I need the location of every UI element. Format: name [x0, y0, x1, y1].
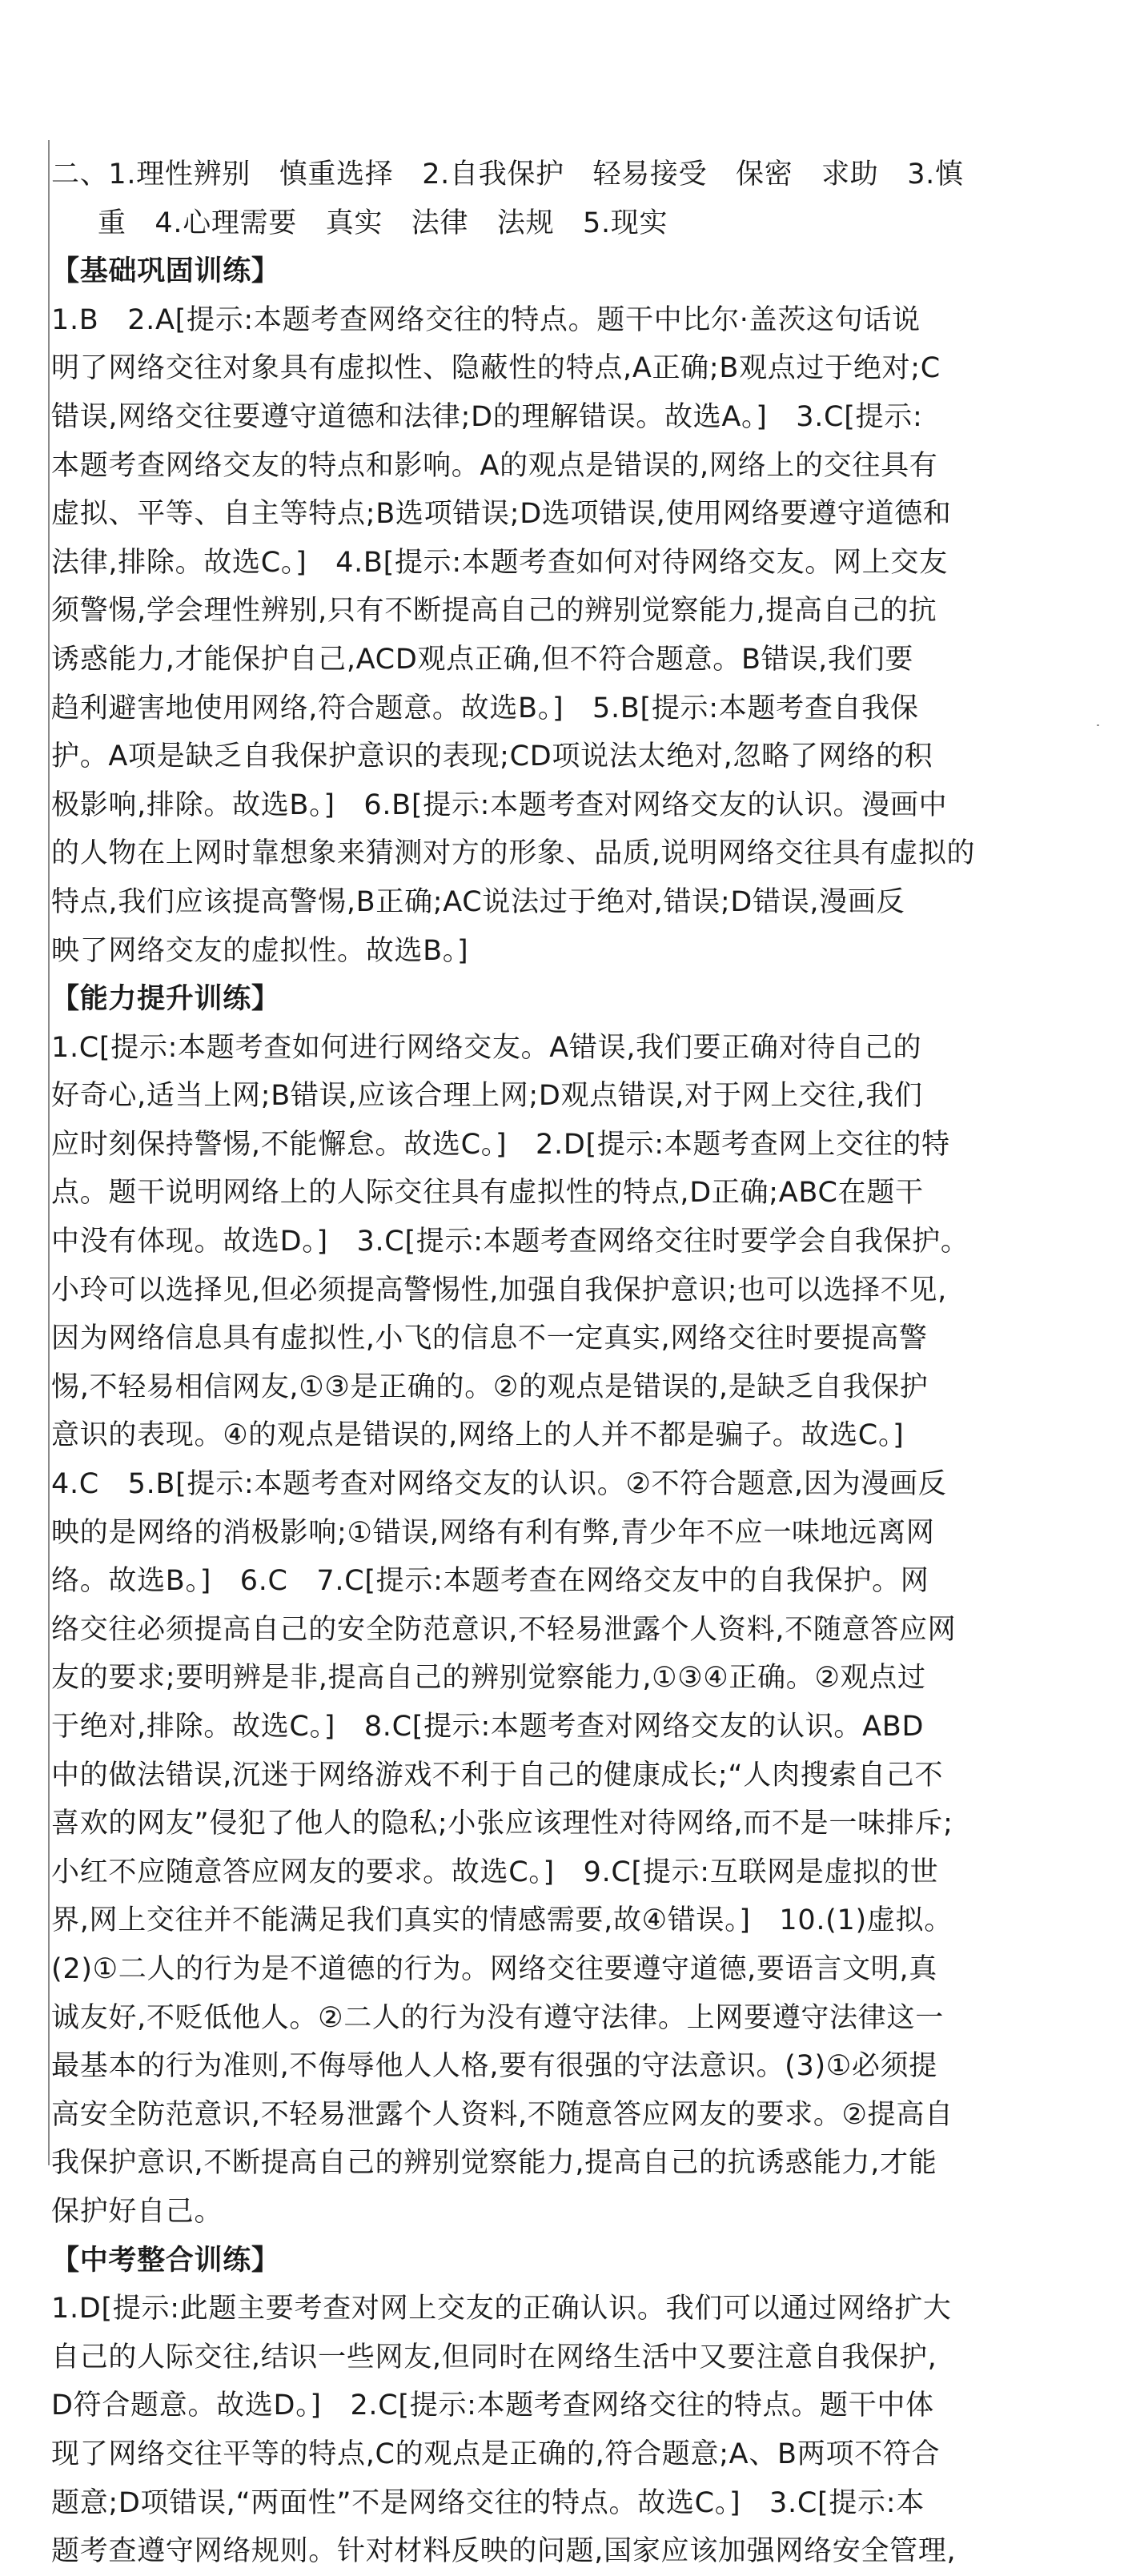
text-line: 法律,排除。故选C。] 4.B[提示:本题考查如何对待网络交友。网上交友 [51, 546, 948, 579]
text-line: 好奇心,适当上网;B错误,应该合理上网;D观点错误,对于网上交往,我们 [51, 1080, 923, 1113]
text-line: 本题考查网络交友的特点和影响。A的观点是错误的,网络上的交往具有 [51, 449, 938, 482]
text-line: 诚友好,不贬低他人。②二人的行为没有遵守法律。上网要遵守法律这一 [51, 2001, 944, 2034]
text-line: 的人物在上网时靠想象来猜测对方的形象、品质,说明网络交往具有虚拟的 [51, 837, 976, 870]
text-line: 自己的人际交往,结识一些网友,但同时在网络生活中又要注意自我保护, [51, 2341, 937, 2373]
text-line: (2)①二人的行为是不道德的行为。网络交往要遵守道德,要语言文明,真 [51, 1952, 938, 1985]
section-heading: 【能力提升训练】 [51, 983, 280, 1016]
text-line: 小玲可以选择见,但必须提高警惕性,加强自我保护意识;也可以选择不见, [51, 1274, 947, 1306]
text-line: 重 4.心理需要 真实 法律 法规 5.现实 [98, 207, 668, 239]
text-line: 明了网络交往对象具有虚拟性、隐蔽性的特点,A正确;B观点过于绝对;C [51, 352, 941, 385]
answer-page [51, 150, 988, 2576]
text-line: 极影响,排除。故选B。] 6.B[提示:本题考查对网络交友的认识。漫画中 [51, 788, 948, 821]
text-line: 最基本的行为准则,不侮辱他人人格,要有很强的守法意识。(3)①必须提 [51, 2050, 938, 2083]
text-line: 题意;D项错误,“两面性”不是网络交往的特点。故选C。] 3.C[提示:本 [51, 2486, 925, 2519]
text-line: 界,网上交往并不能满足我们真实的情感需要,故④错误。] 10.(1)虚拟。 [51, 1904, 953, 1937]
text-line: 意识的表现。④的观点是错误的,网络上的人并不都是骗子。故选C。] [51, 1419, 905, 1452]
text-line: 题考查遵守网络规则。针对材料反映的问题,国家应该加强网络安全管理, [51, 2535, 957, 2568]
text-line: 二、1.理性辨别 慎重选择 2.自我保护 轻易接受 保密 求助 3.慎 [51, 158, 964, 191]
section-ability [51, 975, 988, 2236]
text-line: 高安全防范意识,不轻易泄露个人资料,不随意答应网友的要求。②提高自 [51, 2098, 953, 2131]
text-line: 映了网络交友的虚拟性。故选B。] [51, 934, 469, 967]
section-heading: 【中考整合训练】 [51, 2244, 280, 2277]
text-line: 络。故选B。] 6.C 7.C[提示:本题考查在网络交友中的自我保护。网 [51, 1565, 929, 1598]
text-line: 1.B 2.A[提示:本题考查网络交往的特点。题干中比尔·盖茨这句话说 [51, 303, 921, 336]
text-line: 小红不应随意答应网友的要求。故选C。] 9.C[提示:互联网是虚拟的世 [51, 1856, 939, 1888]
text-line: 于绝对,排除。故选C。] 8.C[提示:本题考查对网络交友的认识。ABD [51, 1711, 925, 1743]
text-line: 特点,我们应该提高警惕,B正确;AC说法过于绝对,错误;D错误,漫画反 [51, 885, 905, 918]
text-line: 点。题干说明网络上的人际交往具有虚拟性的特点,D正确;ABC在题干 [51, 1177, 924, 1210]
text-line: 1.C[提示:本题考查如何进行网络交友。A错误,我们要正确对待自己的 [51, 1031, 922, 1064]
text-line: 护。A项是缺乏自我保护意识的表现;CD项说法太绝对,忽略了网络的积 [51, 740, 933, 773]
section-heading: 【基础巩固训练】 [51, 255, 280, 288]
part-two-answers [51, 150, 988, 247]
text-line: 错误,网络交往要遵守道德和法律;D的理解错误。故选A。] 3.C[提示: [51, 400, 923, 433]
text-line: 我保护意识,不断提高自己的辨别觉察能力,提高自己的抗诱惑能力,才能 [51, 2147, 937, 2180]
text-line: 1.D[提示:此题主要考查对网上交友的正确认识。我们可以通过网络扩大 [51, 2293, 952, 2325]
text-line: 诱惑能力,才能保护自己,ACD观点正确,但不符合题意。B错误,我们要 [51, 643, 914, 676]
text-line: 友的要求;要明辨是非,提高自己的辨别觉察能力,①③④正确。②观点过 [51, 1662, 926, 1695]
text-line: 4.C 5.B[提示:本题考查对网络交友的认识。②不符合题意,因为漫画反 [51, 1468, 947, 1501]
text-line: 须警惕,学会理性辨别,只有不断提高自己的辨别觉察能力,提高自己的抗 [51, 595, 937, 628]
margin-rule [48, 140, 50, 2165]
text-line: 络交往必须提高自己的安全防范意识,不轻易泄露个人资料,不随意答应网 [51, 1613, 957, 1646]
section-basic [51, 247, 988, 975]
scan-speck [1097, 724, 1099, 726]
text-line: 因为网络信息具有虚拟性,小飞的信息不一定真实,网络交往时要提高警 [51, 1322, 928, 1355]
text-line: 喜欢的网友”侵犯了他人的隐私;小张应该理性对待网络,而不是一味排斥; [51, 1808, 953, 1840]
text-line: 现了网络交往平等的特点,C的观点是正确的,符合题意;A、B两项不符合 [51, 2438, 941, 2470]
section-exam [51, 2237, 988, 2576]
text-line: 保护好自己。 [51, 2195, 223, 2228]
text-line: 惕,不轻易相信网友,①③是正确的。②的观点是错误的,是缺乏自我保护 [51, 1370, 929, 1403]
text-line: 映的是网络的消极影响;①错误,网络有利有弊,青少年不应一味地远离网 [51, 1516, 935, 1549]
text-line: D符合题意。故选D。] 2.C[提示:本题考查网络交往的特点。题干中体 [51, 2389, 934, 2422]
text-line: 趋利避害地使用网络,符合题意。故选B。] 5.B[提示:本题考查自我保 [51, 692, 919, 724]
text-line: 虚拟、平等、自主等特点;B选项错误;D选项错误,使用网络要遵守道德和 [51, 498, 952, 531]
text-line: 应时刻保持警惕,不能懈怠。故选C。] 2.D[提示:本题考查网上交往的特 [51, 1128, 950, 1161]
text-line: 中的做法错误,沉迷于网络游戏不利于自己的健康成长;“人肉搜索自己不 [51, 1759, 944, 1792]
text-line: 中没有体现。故选D。] 3.C[提示:本题考查网络交往时要学会自我保护。 [51, 1226, 969, 1258]
